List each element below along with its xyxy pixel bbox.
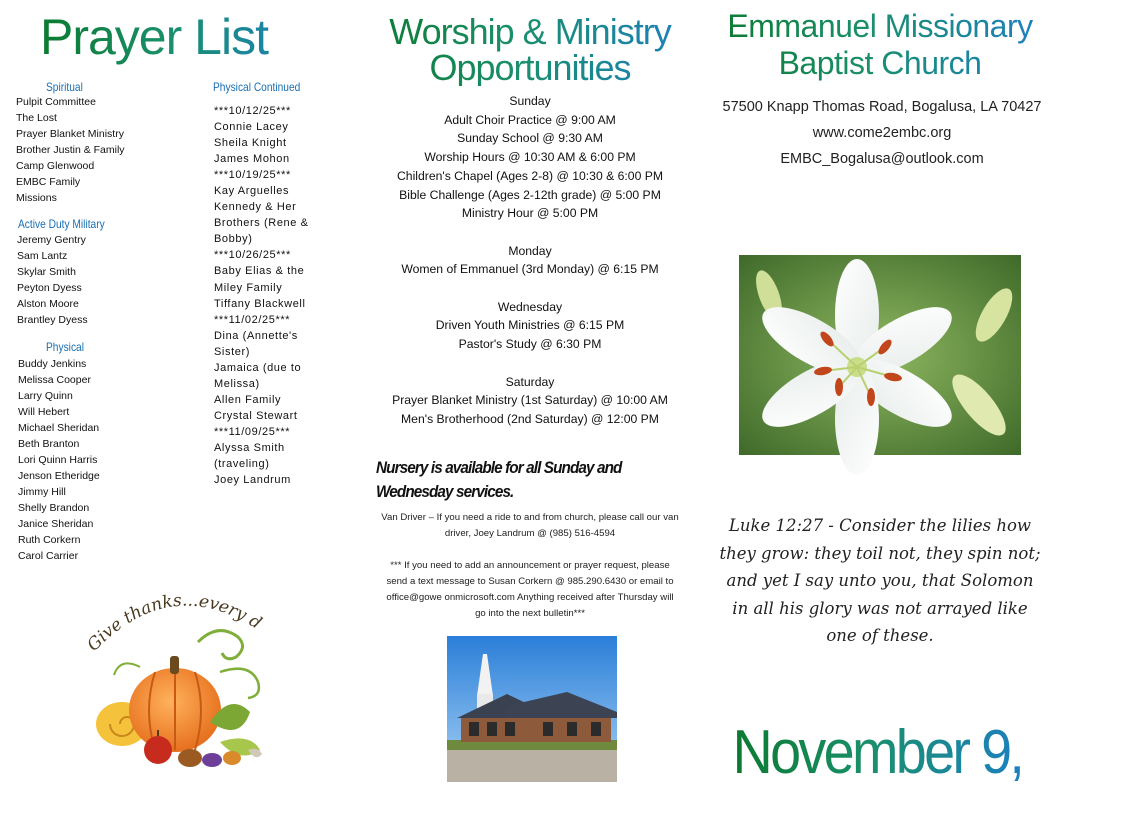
schedule-gap [365, 223, 695, 242]
worship-schedule [365, 92, 695, 429]
prayer-item: ***11/02/25*** [214, 313, 291, 326]
prayer-item: Alston Moore [17, 298, 79, 310]
prayer-item: Alyssa Smith (traveling) [214, 441, 285, 471]
schedule-gap [365, 354, 695, 373]
prayer-list-title: Prayer List [40, 8, 320, 66]
church-email[interactable]: EMBC_Bogalusa@outlook.com [780, 151, 984, 167]
prayer-item: Joey Landrum [214, 474, 291, 487]
prayer-item: Tiffany Blackwell [214, 297, 306, 310]
prayer-item: Jenson Etheridge [18, 470, 100, 482]
church-name: Emmanuel Missionary Baptist Church [710, 8, 1050, 82]
prayer-item: Jeremy Gentry [17, 234, 86, 246]
church-address: 57500 Knapp Thomas Road, Bogalusa, LA 70427 [722, 99, 1042, 115]
physical-continued-list [214, 103, 326, 488]
prayer-item: Brantley Dyess [17, 314, 88, 326]
svg-text:Give thanks...every day. [80, 572, 265, 655]
prayer-item: Melissa Cooper [18, 374, 91, 386]
prayer-item: Sheila Knight [214, 137, 287, 150]
prayer-item: Carol Carrier [18, 550, 79, 562]
schedule-item: Sunday School @ 9:30 AM [457, 131, 603, 146]
prayer-item: Peyton Dyess [17, 282, 82, 294]
schedule-day-heading: Monday [508, 243, 552, 258]
military-list [17, 232, 88, 328]
worship-title: Worship & Ministry Opportunities [360, 14, 700, 86]
schedule-item: Ministry Hour @ 5:00 PM [461, 206, 599, 221]
prayer-item: ***11/09/25*** [214, 425, 291, 438]
announcement-note: *** If you need to add an announcement or prayer request, please send a text message to Susan Corkern @ 985.290.6430 or email to office@gowe onmicrosoft.com Anything received after Thursday will go into the next bulletin*** [386, 560, 674, 619]
prayer-item: Jamaica (due to Melissa) [214, 361, 302, 390]
prayer-item: ***10/12/25*** [214, 105, 291, 117]
prayer-item: Baby Elias & the Miley Family [214, 265, 305, 294]
schedule-item: Worship Hours @ 10:30 AM & 6:00 PM [424, 150, 636, 165]
give-thanks-text: Give thanks...every d [83, 590, 265, 656]
bulletin-date: November 9, 2025 [732, 718, 1148, 787]
schedule-item: Bible Challenge (Ages 2-12th grade) @ 5:00 PM [399, 187, 661, 202]
prayer-item: Allen Family [214, 393, 282, 406]
schedule-day-heading: Wednesday [497, 299, 563, 314]
scripture-verse: Luke 12:27 - Consider the lilies how they grow: they toil not, they spin not; and yet I say unto you, that Solomon in all his glory was not arrayed like one of these. [719, 516, 1041, 645]
prayer-item: Shelly Brandon [18, 502, 90, 514]
prayer-item: ***10/19/25*** [214, 169, 291, 182]
physical-heading: Physical [46, 340, 84, 354]
prayer-item: Larry Quinn [18, 390, 73, 402]
schedule-item: Women of Emmanuel (3rd Monday) @ 6:15 PM [401, 262, 659, 277]
prayer-item: Lori Quinn Harris [18, 454, 98, 466]
spiritual-list [16, 94, 125, 206]
prayer-item: James Mohon [214, 153, 290, 166]
prayer-item: Beth Branton [18, 438, 80, 450]
schedule-item: Pastor's Study @ 6:30 PM [458, 337, 602, 352]
notes-block [380, 510, 680, 638]
physical-continued-heading: Physical Continued [213, 80, 301, 94]
prayer-item: Connie Lacey [214, 121, 289, 134]
schedule-item: Men's Brotherhood (2nd Saturday) @ 12:00 PM [401, 411, 659, 426]
prayer-item: ***10/26/25*** [214, 249, 291, 262]
prayer-item: Crystal Stewart [214, 409, 298, 422]
prayer-item: Michael Sheridan [18, 422, 100, 434]
prayer-item: Prayer Blanket Ministry [16, 128, 124, 140]
prayer-item: Will Hebert [18, 406, 70, 418]
prayer-item: Kay Arguelles [214, 185, 290, 198]
schedule-item: Adult Choir Practice @ 9:00 AM [444, 112, 616, 127]
prayer-item: Pulpit Committee [16, 96, 96, 108]
prayer-item: The Lost [16, 112, 57, 124]
prayer-item: Brother Justin & Family [16, 144, 125, 156]
prayer-item: Ruth Corkern [18, 534, 81, 546]
give-thanks-pumpkin-image [80, 572, 280, 782]
schedule-day-heading: Sunday [509, 94, 551, 108]
schedule-gap [365, 279, 695, 298]
van-driver-note: Van Driver – If you need a ride to and from church, please call our van driver, Joey Landrum @ (985) 516-4594 [381, 512, 679, 539]
prayer-item: Dina (Annette's Sister) [214, 329, 298, 358]
prayer-item: Janice Sheridan [18, 518, 94, 530]
prayer-item: Buddy Jenkins [18, 358, 87, 370]
prayer-item: Camp Glenwood [16, 160, 95, 172]
prayer-item: Sam Lantz [17, 250, 68, 262]
lily-flower-photo [739, 255, 1021, 455]
prayer-item: Skylar Smith [17, 266, 76, 278]
prayer-item: Kennedy & Her Brothers (Rene & Bobby) [214, 201, 309, 246]
schedule-item: Children's Chapel (Ages 2-8) @ 10:30 & 6:00 PM [396, 168, 664, 183]
schedule-item: Prayer Blanket Ministry (1st Saturday) @ 10:00 AM [392, 393, 668, 408]
church-building-photo [447, 636, 617, 782]
prayer-item: EMBC Family [16, 176, 81, 188]
military-heading: Active Duty Military [18, 217, 105, 231]
church-website[interactable]: www.come2embc.org [812, 125, 952, 141]
schedule-item: Driven Youth Ministries @ 6:15 PM [435, 318, 625, 333]
spiritual-heading: Spiritual [46, 80, 83, 94]
contact-block [712, 94, 1052, 172]
prayer-item: Jimmy Hill [18, 486, 66, 498]
schedule-day-heading: Saturday [505, 374, 555, 389]
nursery-notice: Nursery is available for all Sunday and Wednesday services. [376, 458, 622, 501]
physical-list [18, 356, 100, 564]
prayer-item: Missions [16, 192, 57, 204]
